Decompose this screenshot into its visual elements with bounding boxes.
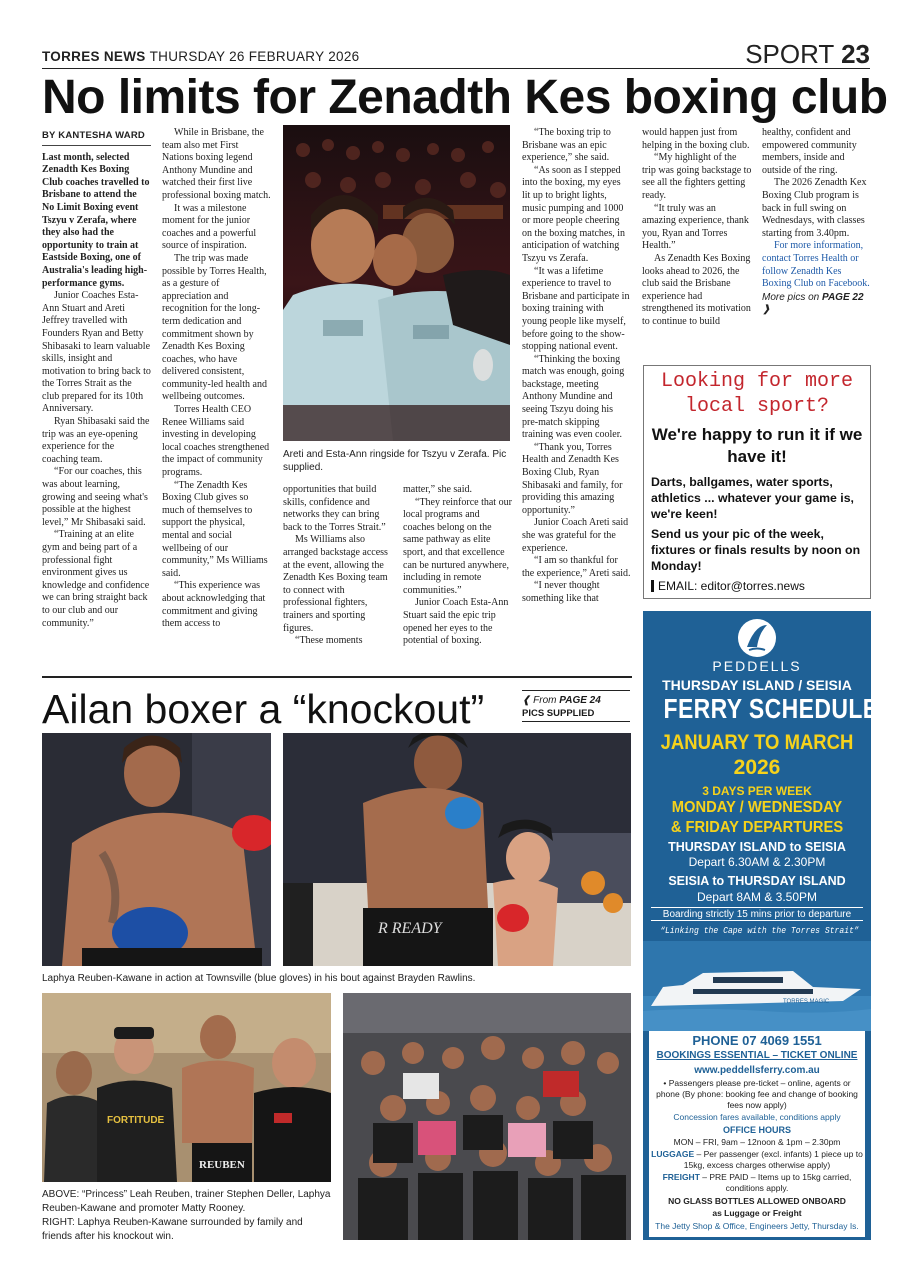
paragraph: “Thinking the boxing match was enough, going backstage, meeting Anthony Mundine and seeing Tszyu doing his pre-match skipping training was even cooler. [522, 353, 625, 441]
ferry-schedule-ad [643, 611, 879, 1240]
paragraph: “I am so thankful for the experience,” Areti said. [522, 555, 631, 579]
photo-team-caption [42, 1188, 332, 1244]
local-sport-ad [643, 365, 871, 599]
celebration-image [343, 993, 631, 1240]
paragraph: It was a milestone moment for the junior coaches and a powerful source of inspiration. [162, 202, 257, 252]
paragraph: The trip was made possible by Torres Health, as a gesture of appreciation and recognition for the long-term dedication and commitment shown by Zenadth Kes Boxing coaches, who have delivered consistent, community-led health and wellbeing outcomes. [162, 252, 267, 403]
shorts-reuben-text: REUBEN [199, 1159, 245, 1171]
paragraph: Junior Coach Esta-Ann Stuart said the epic trip opened her eyes to the potential of boxing. [403, 597, 509, 647]
paragraph: Junior Coach Areti said she was grateful for the experience. [522, 517, 629, 554]
from-label: From [533, 695, 557, 706]
article-column-6 [762, 127, 872, 357]
paragraph: opportunities that build skills, confidence and networks they can bring back to the Torres Strait.” [283, 484, 386, 533]
info-link[interactable]: For more information, contact Torres Health or follow Zenadth Kes Boxing Club on Facebook. [762, 240, 870, 290]
ferry-boat-image [643, 941, 871, 1031]
shorts-lettering: R READY [378, 920, 442, 937]
ferry-title: FERRY SCHEDULE [663, 693, 879, 724]
paragraph: “As soon as I stepped into the boxing, my eyes lit up to bright lights, music pumping and 1000 or more people cheering on the boxing matches, in anticipation of watching Tszyu vs Zerafa. [522, 164, 626, 264]
ferry-departures-1: MONDAY / WEDNESDAY [671, 799, 843, 816]
lead-paragraph: Last month, selected Zenadth Kes Boxing Club coaches travelled to Brisbane to attend the No Limit Boxing event Tszyu v Zerafa, where they also had the opportunity to train at Eastside Boxing, one of Australia's leading high-performance gyms. [42, 151, 150, 289]
ferry-freight [651, 1172, 863, 1194]
more-pics-label: More pics on [762, 291, 820, 303]
ferry-leg1-times: Depart 6.30AM & 2.30PM [688, 855, 826, 869]
ringside-crowd-image [283, 125, 510, 441]
paragraph: As Zenadth Kes Boxing looks ahead to 2026, the club said the Brisbane experience had strengthened its motivation to continue to build [642, 252, 751, 327]
ferry-days: 3 DAYS PER WEEK [702, 784, 812, 798]
photo-celebration [343, 993, 631, 1240]
second-headline: Ailan boxer a “knockout” [42, 686, 485, 732]
ferry-office-label: OFFICE HOURS [722, 1125, 791, 1135]
photo-boxer-action [42, 733, 271, 966]
byline: BY KANTESHA WARD [42, 130, 151, 146]
ferry-leg2-times: Depart 8AM & 3.50PM [696, 890, 818, 904]
email-bar-icon [651, 580, 654, 592]
peddells-logo-icon [737, 617, 777, 659]
from-page: PAGE 24 [559, 695, 601, 706]
paragraph: “This experience was about acknowledging that commitment and giving them access to [162, 580, 266, 630]
sport-ad-body2: Send us your pic of the week, fixtures or finals results by noon on Monday! [651, 527, 861, 573]
luggage-label: LUGGAGE [651, 1149, 695, 1159]
paragraph: would happen just from helping in the boxing club. [642, 127, 750, 151]
ferry-info-panel [649, 1031, 865, 1237]
caption-right: RIGHT: Laphya Reuben-Kawane surrounded by family and friends after his knockout win. [42, 1217, 303, 1242]
paper-name: TORRES NEWS [42, 49, 146, 64]
ferry-year: 2026 [733, 756, 781, 779]
ferry-office-hours: MON – FRI, 9am – 12noon & 1pm – 2.30pm [673, 1137, 841, 1147]
paragraph: “It truly was an amazing experience, thank you, Ryan and Torres Health.” [642, 202, 749, 252]
issue-date: THURSDAY 26 FEBRUARY 2026 [149, 49, 360, 64]
sport-ad-title: Looking for more local sport? [660, 370, 854, 418]
team-image [42, 993, 331, 1182]
paragraph: “I never thought something like that [522, 580, 600, 604]
ferry-leg2: SEISIA to THURSDAY ISLAND [668, 874, 846, 888]
email-text: EMAIL: editor@torres.news [658, 579, 805, 593]
masthead-paper-date [42, 49, 359, 64]
paragraph: “For our coaches, this was about learning, growing and seeing what's possible at the highest level,” Mr Shibasaki said. [42, 466, 148, 528]
more-pics-reference: More pics on PAGE 22 ❱ [762, 291, 864, 316]
ferry-website[interactable]: www.peddellsferry.com.au [694, 1065, 820, 1076]
ferry-luggage [651, 1149, 863, 1171]
gym-shirt-text: FORTITUDE [107, 1115, 165, 1126]
paragraph: matter,” she said. [403, 484, 473, 495]
pics-supplied: PICS SUPPLIED [522, 708, 595, 719]
article-column-1 [42, 130, 151, 670]
paragraph: “The Zenadth Kes Boxing Club gives so much of themselves to support the physical, mental and social wellbeing of our community,” Ms Williams said. [162, 479, 268, 579]
article-column-5 [642, 127, 752, 357]
boat-name-text: TORRES MAGIC [783, 999, 830, 1005]
sport-ad-email[interactable] [651, 579, 867, 593]
section-name: SPORT [745, 39, 834, 69]
ferry-route: THURSDAY ISLAND / SEISIA [662, 677, 852, 693]
article-column-4 [522, 127, 631, 670]
paragraph: “They reinforce that our local programs and coaches belong on the same pathway as elite sport, and that excellence can be nurtured anywhere, including in remote communities.” [403, 496, 512, 596]
ferry-departures-2: & FRIDAY DEPARTURES [670, 819, 844, 836]
paragraph: While in Brisbane, the team also met First Nations boxing legend Anthony Mundine and watched their first live professional boxing match. [162, 127, 271, 201]
ferry-period: JANUARY TO MARCH [660, 731, 854, 754]
ferry-phone[interactable]: PHONE 07 4069 1551 [692, 1033, 822, 1048]
paragraph: Torres Health CEO Renee Williams said investing in developing local coaches strengthened the impact of community programs. [162, 404, 270, 479]
photo-team [42, 993, 331, 1182]
paragraph: “These moments [295, 635, 363, 647]
caption-above: ABOVE: “Princess” Leah Reuben, trainer Stephen Deller, Laphya Reuben-Kawane and promoter Matty Rooney. [42, 1189, 331, 1214]
section-divider [42, 676, 632, 678]
ferry-brand: PEDDELLS [712, 658, 802, 674]
freight-text: – PRE PAID – Items up to 15kg carried, conditions apply. [702, 1172, 852, 1193]
second-headline-ref [522, 690, 630, 722]
paragraph: “It was a lifetime experience to travel to Brisbane and participate in boxing training with young people like myself, before going to the show-stopping national event. [522, 265, 630, 353]
ferry-address: The Jetty Shop & Office, Engineers Jetty, Thursday Is. [655, 1221, 859, 1231]
page-number: 23 [841, 39, 870, 69]
freight-label: FREIGHT [662, 1172, 700, 1182]
ferry-pre-ticket: • Passengers please pre-ticket – online, agents or phone (By phone: booking fee and change of booking fees now apply) [656, 1078, 858, 1110]
paragraph: Junior Coaches Esta-Ann Stuart and Areti Jeffrey travelled with Founders Ryan and Betty Shibasaki to learn valuable skills, insight and motivation to bring back to the Torres Strait as the club prepared for its 10th Anniversary. [42, 290, 151, 415]
ferry-bookings: BOOKINGS ESSENTIAL – TICKET ONLINE [656, 1050, 858, 1061]
section-page [745, 39, 870, 70]
paragraph: Ms Williams also arranged backstage access at the event, allowing the Zenadth Kes Boxing team to connect with professional fighters, trainers and sporting figures. [283, 534, 388, 634]
photo-fight [283, 733, 631, 966]
from-page-ref: ❰ From PAGE 24 [522, 695, 601, 706]
paragraph: healthy, confident and empowered community members, inside and outside of the ring. [762, 127, 857, 176]
photo-ringside-caption: Areti and Esta-Ann ringside for Tszyu v Zerafa. Pic supplied. [283, 449, 507, 473]
ferry-concession: Concession fares available, conditions apply [673, 1112, 841, 1122]
paragraph: “My highlight of the trip was going backstage to see all the fighters getting ready. [642, 152, 752, 201]
sport-ad-subtitle: We're happy to run it if we have it! [651, 425, 863, 466]
ferry-leg1: THURSDAY ISLAND to SEISIA [668, 840, 846, 854]
photo-fight-caption: Laphya Reuben-Kawane in action at Townsville (blue gloves) in his bout against Brayden Rawlins. [42, 973, 476, 984]
ferry-glass-2: as Luggage or Freight [712, 1208, 802, 1218]
luggage-text: – Per passenger (excl. infants) 1 piece up to 15kg, excess charges otherwise apply) [683, 1149, 863, 1170]
paragraph: Ryan Shibasaki said the trip was an eye-opening experience for the coaching team. [42, 416, 150, 465]
more-pics-page: PAGE 22 [822, 291, 864, 303]
sport-ad-body1: Darts, ballgames, water sports, athletics ... whatever your game is, we're keen! [651, 475, 854, 521]
ferry-glass-1: NO GLASS BOTTLES ALLOWED ONBOARD [668, 1196, 846, 1206]
article-column-2 [162, 127, 271, 670]
boxer-action-image [42, 733, 271, 966]
paragraph: “The boxing trip to Brisbane was an epic experience,” she said. [522, 127, 611, 164]
article-column-3b [403, 484, 512, 670]
paragraph: The 2026 Zenadth Kex Boxing Club program is back in full swing on Wednesdays, with classes starting from 3.40pm. [762, 177, 867, 239]
masthead [42, 39, 870, 69]
paragraph: “Thank you, Torres Health and Zenadth Kes Boxing Club, Ryan Shibasaki and family, for providing this amazing opportunity.” [522, 441, 623, 516]
paragraph: “Training at an elite gym and being part of a professional fight environment gives us knowledge and confidence we can bring straight back to our club and our community.” [42, 529, 150, 629]
article-column-3a [283, 484, 392, 670]
article-headline: No limits for Zenadth Kes boxing club [42, 71, 888, 124]
ferry-tagline: “Linking the Cape with the Torres Strait” [660, 925, 859, 936]
photo-ringside [283, 125, 510, 441]
ferry-boarding: Boarding strictly 15 mins prior to departure [651, 907, 863, 921]
fight-image [283, 733, 631, 966]
